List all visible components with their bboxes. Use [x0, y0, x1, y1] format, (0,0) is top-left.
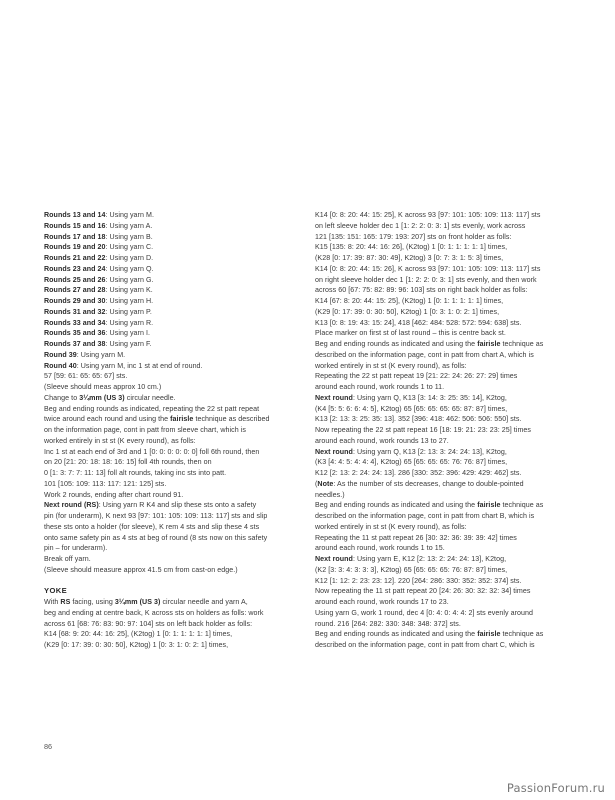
text-line [44, 511, 306, 522]
bold-run: Next round [315, 555, 353, 563]
text-line [315, 210, 577, 221]
bold-run: 3¼mm (US 3) [79, 393, 125, 402]
bold-run: fairisle [477, 340, 501, 348]
text-line [315, 586, 577, 597]
text-line [315, 307, 577, 318]
text-line [315, 490, 577, 501]
spacer [44, 576, 306, 587]
text-line [315, 565, 577, 576]
text-run: : Using yarn R K4 and slip these sts onto a safety [98, 501, 257, 510]
bold-run: Rounds 15 and 16 [44, 221, 106, 230]
text-line [44, 608, 306, 619]
text-line [44, 285, 306, 296]
text-run: Now repeating the 22 st patt repeat 16 [18: 19: 21: 23: 23: 25] times [315, 426, 532, 434]
text-line [315, 318, 577, 329]
text-line [315, 447, 577, 458]
text-run: Inc 1 st at each end of 3rd and 1 [0: 0: 0: 0: 0: 0] foll 6th round, then [44, 447, 260, 456]
text-line [315, 543, 577, 554]
text-run: Break off yarn. [44, 555, 91, 563]
text-run: (Sleeve should measure approx 41.5 cm from cast-on edge.) [44, 565, 238, 574]
bold-run: Rounds 37 and 38 [44, 340, 106, 348]
text-line [44, 425, 306, 436]
text-line [44, 328, 306, 339]
text-line [315, 264, 577, 275]
text-run: : Using yarn F. [105, 340, 152, 348]
text-line [44, 253, 306, 264]
text-line [315, 361, 577, 372]
text-run: Beg and ending rounds as indicated, repeating the 22 st patt repeat [44, 404, 260, 413]
text-run: : Using yarn Q. [105, 264, 154, 273]
text-line [315, 436, 577, 447]
text-run: twice around each round and using the [44, 415, 171, 424]
text-line [315, 608, 577, 619]
text-line [315, 221, 577, 232]
bold-run: fairisle [477, 630, 501, 639]
text-line [44, 264, 306, 275]
text-run: : Using yarn Q, K13 [3: 14: 3: 25: 35: 14], K2tog, [352, 393, 507, 402]
text-line [315, 468, 577, 479]
text-run: (K2 [3: 3: 4: 3: 3: 3], K2tog) 65 [65: 65: 65: 76: 87: 87] times, [315, 565, 508, 574]
text-line [44, 232, 306, 243]
text-run: : Using yarn M. [105, 211, 154, 219]
text-run: : Using yarn M, inc 1 st at end of round. [76, 361, 203, 370]
text-run: Beg and ending rounds as indicated and using the [315, 501, 478, 510]
text-run: 121 [135: 151: 165: 179: 193: 207] sts on front holder as folls: [315, 232, 512, 241]
text-run: : Using yarn C. [105, 243, 154, 252]
text-run: facing, using [70, 598, 115, 606]
text-run: described on the information page, cont in patt from chart C, which is [315, 641, 535, 649]
bold-run: Rounds 33 and 34 [44, 318, 106, 327]
text-line [44, 350, 306, 361]
text-line [44, 371, 306, 382]
text-line [44, 221, 306, 232]
text-line [315, 500, 577, 511]
text-line [315, 285, 577, 296]
text-run: described on the information page, cont in patt from chart B, which is [315, 512, 535, 520]
text-line [44, 619, 306, 630]
text-run: round. 216 [264: 282: 330: 348: 348: 372] sts. [315, 619, 461, 628]
text-line [315, 393, 577, 404]
text-line [44, 490, 306, 501]
text-run: : As the number of sts decreases, change to double-pointed [333, 479, 524, 488]
text-run: Change to [44, 393, 80, 402]
text-line [44, 468, 306, 479]
text-run: across 60 [67: 75: 82: 89: 96: 103] sts on right back holder as folls: [315, 286, 528, 295]
text-line [315, 253, 577, 264]
text-line [44, 640, 306, 651]
left-column [44, 210, 306, 651]
text-line [315, 414, 577, 425]
text-run: : Using yarn R. [105, 318, 154, 327]
text-line [315, 629, 577, 640]
text-run: Repeating the 11 st patt repeat 26 [30: 32: 36: 39: 39: 42] times [315, 533, 517, 542]
text-run: : Using yarn H. [105, 297, 154, 305]
bold-run: Next round [315, 447, 353, 456]
text-run: circular needle and yarn A, [160, 598, 248, 606]
text-run: K15 [135: 8: 20: 44: 16: 26], (K2tog) 1 [0: 1: 1: 1: 1: 1] times, [315, 243, 508, 252]
text-line [315, 350, 577, 361]
text-run: With [44, 598, 61, 606]
text-run: : Using yarn I. [105, 329, 151, 338]
text-line [44, 500, 306, 511]
bold-run: Rounds 25 and 26 [44, 275, 106, 284]
text-line [315, 640, 577, 651]
text-line [315, 328, 577, 339]
text-run: technique as described [193, 415, 270, 424]
text-run: across 61 [68: 76: 83: 90: 97: 104] sts on left back holder as folls: [44, 619, 253, 628]
text-run: (Sleeve should meas approx 10 cm.) [44, 383, 162, 391]
text-run: on the information page, cont in patt from sleeve chart, which is [44, 426, 246, 434]
text-line [315, 479, 577, 490]
text-run: these sts onto a holder (for sleeve), K rem 4 sts and slip these 4 sts [44, 522, 260, 531]
bold-run: Rounds 27 and 28 [44, 286, 106, 295]
bold-run: Rounds 23 and 24 [44, 264, 106, 273]
text-line [44, 436, 306, 447]
text-run: Work 2 rounds, ending after chart round 91. [44, 490, 184, 499]
text-line [315, 533, 577, 544]
text-run: K14 [67: 8: 20: 44: 15: 25], (K2tog) 1 [0: 1: 1: 1: 1: 1] times, [315, 297, 504, 305]
text-line [315, 339, 577, 350]
page-number: 86 [44, 742, 53, 751]
bold-run: fairisle [170, 415, 194, 424]
text-line [44, 210, 306, 221]
text-line [315, 275, 577, 286]
text-line [44, 479, 306, 490]
text-run: onto same safety pin as 4 sts at beg of round (8 sts now on this safety [44, 533, 268, 542]
text-run: Place marker on first st of last round – this is centre back st. [315, 329, 506, 338]
text-line [315, 457, 577, 468]
text-line [315, 382, 577, 393]
text-line [44, 457, 306, 468]
text-run: 57 [59: 61: 65: 65: 67] sts. [44, 372, 128, 381]
text-line [315, 404, 577, 415]
bold-run: Rounds 31 and 32 [44, 307, 106, 316]
text-line [315, 576, 577, 587]
text-run: (K3 [4: 4: 5: 4: 4: 4], K2tog) 65 [65: 65: 65: 76: 76: 87] times, [315, 458, 508, 467]
bold-run: Rounds 21 and 22 [44, 254, 106, 262]
bold-run: Rounds 13 and 14 [44, 211, 106, 219]
text-run: worked entirely in st st (K every round), as folls: [315, 522, 467, 531]
text-run: worked entirely in st st (K every round), as folls: [315, 361, 467, 370]
text-line [315, 597, 577, 608]
text-line [44, 447, 306, 458]
bold-run: Round 39 [44, 350, 77, 359]
text-run: K12 [2: 13: 2: 24: 24: 13]. 286 [330: 352: 396: 429: 429: 462] sts. [315, 469, 522, 477]
text-run: : Using yarn K. [105, 286, 153, 295]
text-run: : Using yarn G. [105, 275, 154, 284]
text-run: K12 [1: 12: 2: 23: 23: 12]. 220 [264: 286: 330: 352: 352: 374] sts. [315, 576, 522, 585]
text-line [44, 318, 306, 329]
text-run: around each round, work rounds 13 to 27. [315, 436, 449, 445]
text-line [315, 232, 577, 243]
text-run: worked entirely in st st (K every round), as folls: [44, 436, 196, 445]
bold-run: Note [317, 479, 334, 488]
text-run: described on the information page, cont in patt from chart A, which is [315, 350, 534, 359]
bold-run: Next round (RS) [44, 501, 99, 510]
bold-run: Next round [315, 393, 353, 402]
bold-run: Rounds 35 and 36 [44, 329, 106, 338]
text-line [315, 522, 577, 533]
text-run: : Using yarn B. [105, 232, 153, 241]
text-line [315, 371, 577, 382]
text-run: K14 [68: 9: 20: 44: 16: 25], (K2tog) 1 [0: 1: 1: 1: 1: 1] times, [44, 630, 233, 639]
text-run: K14 [0: 8: 20: 44: 15: 26], K across 93 [97: 101: 105: 109: 113: 117] sts [315, 264, 541, 273]
text-line [44, 533, 306, 544]
text-run: 0 [1: 3: 7: 7: 11: 13] foll alt rounds, taking inc sts into patt. [44, 469, 227, 477]
text-run: : Using yarn Q, K13 [2: 13: 3: 24: 24: 13], K2tog, [352, 447, 507, 456]
text-line [44, 339, 306, 350]
text-run: Now repeating the 11 st patt repeat 20 [24: 26: 30: 32: 32: 34] times [315, 587, 531, 596]
bold-run: Round 40 [44, 361, 77, 370]
text-line [44, 307, 306, 318]
text-run: Using yarn G, work 1 round, dec 4 [0: 4: 0: 4: 4: 2] sts evenly around [315, 608, 534, 617]
text-line [315, 296, 577, 307]
text-run: technique as [500, 630, 544, 639]
text-run: K14 [0: 8: 20: 44: 15: 25], K across 93 [97: 101: 105: 109: 113: 117] sts [315, 211, 541, 219]
text-line [44, 629, 306, 640]
text-line [44, 597, 306, 608]
bold-run: Rounds 19 and 20 [44, 243, 106, 252]
text-run: on right sleeve holder dec 1 [1: 2: 2: 0: 3: 1] sts evenly, and then work [315, 275, 537, 284]
text-line [44, 554, 306, 565]
text-line [315, 554, 577, 565]
text-run: : Using yarn A. [105, 221, 153, 230]
text-run: (K29 [0: 17: 39: 0: 30: 50], K2tog) 1 [0: 3: 1: 0: 2: 1] times, [44, 641, 229, 649]
text-run: K13 [2: 13: 3: 25: 35: 13]. 352 [396: 418: 462: 506: 506: 550] sts. [315, 415, 522, 424]
text-line [44, 361, 306, 372]
text-run: around each round, work rounds 17 to 23. [315, 598, 449, 606]
text-line [315, 242, 577, 253]
text-run: : Using yarn P. [105, 307, 152, 316]
text-line [44, 565, 306, 576]
bold-run: RS [60, 598, 71, 606]
text-run: circular needle. [124, 393, 176, 402]
text-run: on 20 [21: 20: 18: 18: 16: 15] foll 4th rounds, then on [44, 458, 212, 467]
text-run: technique as [500, 340, 544, 348]
text-line [315, 619, 577, 630]
text-line [44, 393, 306, 404]
text-run: around each round, work rounds 1 to 15. [315, 544, 445, 553]
text-run: : Using yarn M. [76, 350, 126, 359]
text-run: : Using yarn E, K12 [2: 13: 2: 24: 24: 13], K2tog, [352, 555, 507, 563]
text-run: needles.) [315, 490, 345, 499]
bold-run: fairisle [477, 501, 501, 510]
text-run: pin (for underarm), K next 93 [97: 101: 105: 109: 113: 117] sts and slip [44, 512, 268, 520]
right-column [315, 210, 577, 651]
text-line [315, 425, 577, 436]
text-run: beg and ending at centre back, K across sts on holders as folls: work [44, 608, 264, 617]
text-run: pin – for underarm). [44, 544, 108, 553]
text-line [44, 296, 306, 307]
section-heading: YOKE [44, 586, 68, 596]
text-line [44, 522, 306, 533]
text-run: around each round, work rounds 1 to 11. [315, 383, 445, 391]
text-line [44, 543, 306, 554]
text-run: (K28 [0: 17: 39: 87: 30: 49], K2tog) 3 [0: 7: 3: 1: 5: 3] times, [315, 254, 504, 262]
text-run: (K4 [5: 5: 6: 6: 4: 5], K2tog) 65 [65: 65: 65: 65: 87: 87] times, [315, 404, 508, 413]
text-line [44, 382, 306, 393]
text-line [44, 275, 306, 286]
text-run: Beg and ending rounds as indicated and using the [315, 340, 478, 348]
text-run: technique as [500, 501, 544, 510]
text-run: ( [315, 479, 318, 488]
text-run: : Using yarn D. [105, 254, 154, 262]
bold-run: 3¼mm (US 3) [114, 598, 161, 606]
text-run: (K29 [0: 17: 39: 0: 30: 50], K2tog) 1 [0: 3: 1: 0: 2: 1] times, [315, 307, 500, 316]
text-line [44, 242, 306, 253]
text-run: K13 [0: 8: 19: 43: 15: 24], 418 [462: 484: 528: 572: 594: 638] sts. [315, 318, 522, 327]
bold-run: Rounds 17 and 18 [44, 232, 106, 241]
text-line [44, 414, 306, 425]
text-run: 101 [105: 109: 113: 117: 121: 125] sts. [44, 479, 167, 488]
text-run: on left sleeve holder dec 1 [1: 2: 2: 0: 3: 1] sts evenly, work across [315, 221, 526, 230]
text-line [44, 404, 306, 415]
text-line [315, 511, 577, 522]
bold-run: Rounds 29 and 30 [44, 297, 106, 305]
text-run: Repeating the 22 st patt repeat 19 [21: 22: 24: 26: 27: 29] times [315, 372, 518, 381]
text-run: Beg and ending rounds as indicated and using the [315, 630, 478, 639]
watermark: PassionForum.ru [506, 781, 605, 795]
